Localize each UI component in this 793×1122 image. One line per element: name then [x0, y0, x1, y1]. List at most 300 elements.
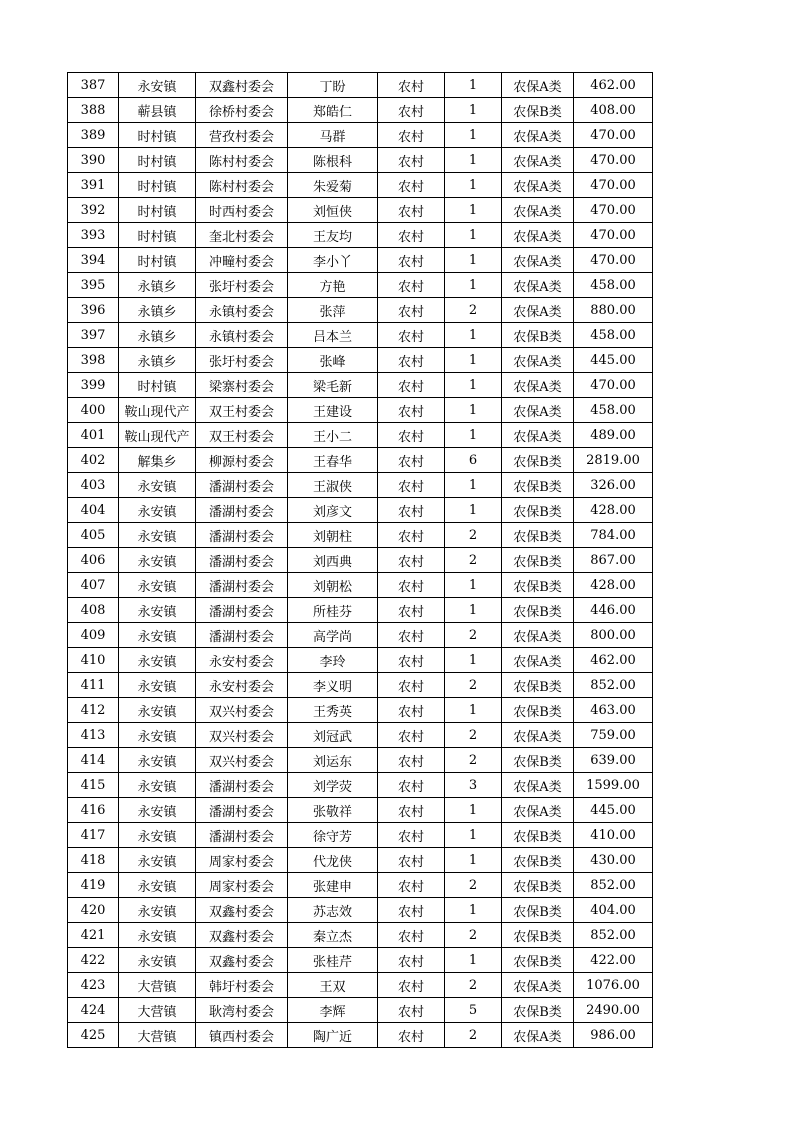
- member-count-cell: 2: [445, 748, 502, 773]
- person-name-cell: 陶广近: [288, 1023, 378, 1048]
- town-cell: 永安镇: [119, 798, 196, 823]
- person-name-cell: 李辉: [288, 998, 378, 1023]
- amount-cell: 2490.00: [574, 998, 653, 1023]
- amount-cell: 639.00: [574, 748, 653, 773]
- town-cell: 永安镇: [119, 573, 196, 598]
- table-row: [68, 123, 653, 148]
- amount-cell: 470.00: [574, 148, 653, 173]
- amount-cell: 428.00: [574, 498, 653, 523]
- amount-cell: 462.00: [574, 648, 653, 673]
- member-count-cell: 1: [445, 173, 502, 198]
- person-name-cell: 刘冠武: [288, 723, 378, 748]
- table-row: [68, 823, 653, 848]
- insurance-category-cell: 农保B类: [502, 523, 574, 548]
- town-cell: 永安镇: [119, 723, 196, 748]
- member-count-cell: 1: [445, 348, 502, 373]
- record-number-cell: 392: [68, 198, 119, 223]
- table-row: [68, 773, 653, 798]
- village-committee-cell: 陈村村委会: [196, 148, 288, 173]
- member-count-cell: 2: [445, 1023, 502, 1048]
- household-type-cell: 农村: [378, 298, 445, 323]
- member-count-cell: 2: [445, 973, 502, 998]
- household-type-cell: 农村: [378, 173, 445, 198]
- record-number-cell: 397: [68, 323, 119, 348]
- member-count-cell: 1: [445, 423, 502, 448]
- amount-cell: 458.00: [574, 398, 653, 423]
- person-name-cell: 王春华: [288, 448, 378, 473]
- person-name-cell: 王小二: [288, 423, 378, 448]
- record-number-cell: 421: [68, 923, 119, 948]
- table-row: [68, 323, 653, 348]
- person-name-cell: 王秀英: [288, 698, 378, 723]
- insurance-category-cell: 农保B类: [502, 598, 574, 623]
- record-number-cell: 413: [68, 723, 119, 748]
- household-type-cell: 农村: [378, 773, 445, 798]
- person-name-cell: 刘朝柱: [288, 523, 378, 548]
- insurance-category-cell: 农保B类: [502, 823, 574, 848]
- household-type-cell: 农村: [378, 573, 445, 598]
- person-name-cell: 王淑侠: [288, 473, 378, 498]
- household-type-cell: 农村: [378, 248, 445, 273]
- record-number-cell: 387: [68, 73, 119, 98]
- insurance-category-cell: 农保A类: [502, 273, 574, 298]
- record-number-cell: 396: [68, 298, 119, 323]
- record-number-cell: 389: [68, 123, 119, 148]
- member-count-cell: 1: [445, 698, 502, 723]
- amount-cell: 326.00: [574, 473, 653, 498]
- insurance-category-cell: 农保A类: [502, 973, 574, 998]
- town-cell: 永安镇: [119, 648, 196, 673]
- household-type-cell: 农村: [378, 123, 445, 148]
- insurance-category-cell: 农保A类: [502, 423, 574, 448]
- person-name-cell: 朱爱菊: [288, 173, 378, 198]
- member-count-cell: 2: [445, 298, 502, 323]
- table-row: [68, 698, 653, 723]
- village-committee-cell: 奎北村委会: [196, 223, 288, 248]
- member-count-cell: 2: [445, 623, 502, 648]
- village-committee-cell: 潘湖村委会: [196, 473, 288, 498]
- insurance-category-cell: 农保A类: [502, 398, 574, 423]
- person-name-cell: 高学尚: [288, 623, 378, 648]
- person-name-cell: 刘朝松: [288, 573, 378, 598]
- town-cell: 永安镇: [119, 898, 196, 923]
- town-cell: 永安镇: [119, 923, 196, 948]
- household-type-cell: 农村: [378, 798, 445, 823]
- person-name-cell: 张敬祥: [288, 798, 378, 823]
- person-name-cell: 王双: [288, 973, 378, 998]
- village-committee-cell: 潘湖村委会: [196, 823, 288, 848]
- village-committee-cell: 潘湖村委会: [196, 773, 288, 798]
- town-cell: 永安镇: [119, 948, 196, 973]
- record-number-cell: 414: [68, 748, 119, 773]
- insurance-category-cell: 农保A类: [502, 173, 574, 198]
- amount-cell: 1599.00: [574, 773, 653, 798]
- table-row: [68, 548, 653, 573]
- town-cell: 永安镇: [119, 673, 196, 698]
- village-committee-cell: 潘湖村委会: [196, 548, 288, 573]
- household-type-cell: 农村: [378, 523, 445, 548]
- table-row: [68, 573, 653, 598]
- record-number-cell: 408: [68, 598, 119, 623]
- record-number-cell: 391: [68, 173, 119, 198]
- person-name-cell: 王友均: [288, 223, 378, 248]
- insurance-category-cell: 农保A类: [502, 248, 574, 273]
- town-cell: 永安镇: [119, 848, 196, 873]
- household-type-cell: 农村: [378, 923, 445, 948]
- table-row: [68, 598, 653, 623]
- person-name-cell: 王建设: [288, 398, 378, 423]
- record-number-cell: 424: [68, 998, 119, 1023]
- village-committee-cell: 双鑫村委会: [196, 73, 288, 98]
- insurance-category-cell: 农保B类: [502, 923, 574, 948]
- person-name-cell: 梁毛新: [288, 373, 378, 398]
- insurance-category-cell: 农保A类: [502, 723, 574, 748]
- table-row: [68, 923, 653, 948]
- town-cell: 永安镇: [119, 773, 196, 798]
- table-row: [68, 623, 653, 648]
- town-cell: 永安镇: [119, 473, 196, 498]
- record-number-cell: 422: [68, 948, 119, 973]
- table-row: [68, 173, 653, 198]
- member-count-cell: 1: [445, 473, 502, 498]
- person-name-cell: 代龙侠: [288, 848, 378, 873]
- insurance-category-cell: 农保A类: [502, 223, 574, 248]
- town-cell: 时村镇: [119, 123, 196, 148]
- amount-cell: 470.00: [574, 198, 653, 223]
- town-cell: 大营镇: [119, 973, 196, 998]
- table-row: [68, 423, 653, 448]
- table-row: [68, 998, 653, 1023]
- insurance-category-cell: 农保B类: [502, 698, 574, 723]
- table-row: [68, 248, 653, 273]
- town-cell: 永镇乡: [119, 298, 196, 323]
- village-committee-cell: 陈村村委会: [196, 173, 288, 198]
- person-name-cell: 刘彦文: [288, 498, 378, 523]
- village-committee-cell: 潘湖村委会: [196, 498, 288, 523]
- record-number-cell: 416: [68, 798, 119, 823]
- insurance-category-cell: 农保A类: [502, 623, 574, 648]
- village-committee-cell: 张圩村委会: [196, 348, 288, 373]
- table-row: [68, 848, 653, 873]
- person-name-cell: 吕本兰: [288, 323, 378, 348]
- amount-cell: 470.00: [574, 373, 653, 398]
- household-type-cell: 农村: [378, 98, 445, 123]
- person-name-cell: 苏志效: [288, 898, 378, 923]
- village-committee-cell: 双鑫村委会: [196, 923, 288, 948]
- household-type-cell: 农村: [378, 448, 445, 473]
- household-type-cell: 农村: [378, 423, 445, 448]
- amount-cell: 410.00: [574, 823, 653, 848]
- village-committee-cell: 潘湖村委会: [196, 798, 288, 823]
- records-table: [67, 72, 653, 1048]
- insurance-category-cell: 农保B类: [502, 873, 574, 898]
- member-count-cell: 2: [445, 923, 502, 948]
- person-name-cell: 张萍: [288, 298, 378, 323]
- household-type-cell: 农村: [378, 973, 445, 998]
- village-committee-cell: 双兴村委会: [196, 723, 288, 748]
- member-count-cell: 3: [445, 773, 502, 798]
- village-committee-cell: 梁寨村委会: [196, 373, 288, 398]
- record-number-cell: 403: [68, 473, 119, 498]
- member-count-cell: 1: [445, 273, 502, 298]
- member-count-cell: 1: [445, 573, 502, 598]
- record-number-cell: 388: [68, 98, 119, 123]
- household-type-cell: 农村: [378, 73, 445, 98]
- table-row: [68, 223, 653, 248]
- amount-cell: 430.00: [574, 848, 653, 873]
- insurance-category-cell: 农保B类: [502, 748, 574, 773]
- member-count-cell: 1: [445, 223, 502, 248]
- town-cell: 永镇乡: [119, 323, 196, 348]
- household-type-cell: 农村: [378, 498, 445, 523]
- amount-cell: 463.00: [574, 698, 653, 723]
- person-name-cell: 马群: [288, 123, 378, 148]
- amount-cell: 759.00: [574, 723, 653, 748]
- amount-cell: 404.00: [574, 898, 653, 923]
- record-number-cell: 407: [68, 573, 119, 598]
- town-cell: 鞍山现代产: [119, 398, 196, 423]
- record-number-cell: 412: [68, 698, 119, 723]
- amount-cell: 462.00: [574, 73, 653, 98]
- household-type-cell: 农村: [378, 473, 445, 498]
- village-committee-cell: 永镇村委会: [196, 298, 288, 323]
- person-name-cell: 刘恒侠: [288, 198, 378, 223]
- village-committee-cell: 双兴村委会: [196, 748, 288, 773]
- amount-cell: 470.00: [574, 173, 653, 198]
- household-type-cell: 农村: [378, 998, 445, 1023]
- insurance-category-cell: 农保B类: [502, 673, 574, 698]
- village-committee-cell: 徐桥村委会: [196, 98, 288, 123]
- record-number-cell: 399: [68, 373, 119, 398]
- insurance-category-cell: 农保A类: [502, 73, 574, 98]
- record-number-cell: 425: [68, 1023, 119, 1048]
- table-row: [68, 148, 653, 173]
- record-number-cell: 395: [68, 273, 119, 298]
- record-number-cell: 409: [68, 623, 119, 648]
- town-cell: 永安镇: [119, 823, 196, 848]
- table-row: [68, 473, 653, 498]
- village-committee-cell: 潘湖村委会: [196, 623, 288, 648]
- table-row: [68, 948, 653, 973]
- table-row: [68, 273, 653, 298]
- household-type-cell: 农村: [378, 598, 445, 623]
- record-number-cell: 400: [68, 398, 119, 423]
- insurance-category-cell: 农保B类: [502, 498, 574, 523]
- person-name-cell: 刘学荧: [288, 773, 378, 798]
- member-count-cell: 1: [445, 848, 502, 873]
- insurance-category-cell: 农保A类: [502, 298, 574, 323]
- amount-cell: 445.00: [574, 798, 653, 823]
- record-number-cell: 417: [68, 823, 119, 848]
- member-count-cell: 2: [445, 873, 502, 898]
- household-type-cell: 农村: [378, 623, 445, 648]
- village-committee-cell: 永安村委会: [196, 648, 288, 673]
- town-cell: 永安镇: [119, 748, 196, 773]
- table-row: [68, 973, 653, 998]
- member-count-cell: 1: [445, 148, 502, 173]
- member-count-cell: 1: [445, 323, 502, 348]
- member-count-cell: 1: [445, 373, 502, 398]
- table-row: [68, 373, 653, 398]
- table-row: [68, 873, 653, 898]
- village-committee-cell: 韩圩村委会: [196, 973, 288, 998]
- person-name-cell: 丁盼: [288, 73, 378, 98]
- person-name-cell: 陈根科: [288, 148, 378, 173]
- member-count-cell: 1: [445, 798, 502, 823]
- table-row: [68, 198, 653, 223]
- amount-cell: 458.00: [574, 273, 653, 298]
- amount-cell: 470.00: [574, 123, 653, 148]
- household-type-cell: 农村: [378, 373, 445, 398]
- record-number-cell: 390: [68, 148, 119, 173]
- amount-cell: 986.00: [574, 1023, 653, 1048]
- member-count-cell: 1: [445, 948, 502, 973]
- town-cell: 永镇乡: [119, 348, 196, 373]
- amount-cell: 428.00: [574, 573, 653, 598]
- town-cell: 永安镇: [119, 548, 196, 573]
- person-name-cell: 所桂芬: [288, 598, 378, 623]
- table-row: [68, 498, 653, 523]
- household-type-cell: 农村: [378, 723, 445, 748]
- member-count-cell: 6: [445, 448, 502, 473]
- insurance-category-cell: 农保B类: [502, 323, 574, 348]
- table-row: [68, 398, 653, 423]
- village-committee-cell: 营孜村委会: [196, 123, 288, 148]
- record-number-cell: 410: [68, 648, 119, 673]
- record-number-cell: 420: [68, 898, 119, 923]
- table-row: [68, 73, 653, 98]
- member-count-cell: 1: [445, 398, 502, 423]
- village-committee-cell: 时西村委会: [196, 198, 288, 223]
- member-count-cell: 2: [445, 523, 502, 548]
- town-cell: 永安镇: [119, 698, 196, 723]
- insurance-category-cell: 农保B类: [502, 98, 574, 123]
- insurance-category-cell: 农保A类: [502, 148, 574, 173]
- town-cell: 永安镇: [119, 598, 196, 623]
- village-committee-cell: 潘湖村委会: [196, 523, 288, 548]
- member-count-cell: 1: [445, 73, 502, 98]
- record-number-cell: 415: [68, 773, 119, 798]
- town-cell: 大营镇: [119, 998, 196, 1023]
- person-name-cell: 秦立杰: [288, 923, 378, 948]
- amount-cell: 2819.00: [574, 448, 653, 473]
- record-number-cell: 404: [68, 498, 119, 523]
- household-type-cell: 农村: [378, 648, 445, 673]
- table-row: [68, 348, 653, 373]
- table-row: [68, 98, 653, 123]
- person-name-cell: 张建申: [288, 873, 378, 898]
- village-committee-cell: 柳源村委会: [196, 448, 288, 473]
- record-number-cell: 402: [68, 448, 119, 473]
- member-count-cell: 1: [445, 98, 502, 123]
- member-count-cell: 2: [445, 548, 502, 573]
- village-committee-cell: 永镇村委会: [196, 323, 288, 348]
- amount-cell: 470.00: [574, 248, 653, 273]
- person-name-cell: 张峰: [288, 348, 378, 373]
- town-cell: 时村镇: [119, 223, 196, 248]
- table-row: [68, 898, 653, 923]
- household-type-cell: 农村: [378, 348, 445, 373]
- town-cell: 时村镇: [119, 198, 196, 223]
- member-count-cell: 2: [445, 723, 502, 748]
- amount-cell: 880.00: [574, 298, 653, 323]
- record-number-cell: 423: [68, 973, 119, 998]
- amount-cell: 422.00: [574, 948, 653, 973]
- person-name-cell: 徐守芳: [288, 823, 378, 848]
- household-type-cell: 农村: [378, 948, 445, 973]
- amount-cell: 784.00: [574, 523, 653, 548]
- table-row: [68, 448, 653, 473]
- village-committee-cell: 双鑫村委会: [196, 898, 288, 923]
- amount-cell: 852.00: [574, 673, 653, 698]
- member-count-cell: 1: [445, 198, 502, 223]
- record-number-cell: 398: [68, 348, 119, 373]
- town-cell: 永安镇: [119, 523, 196, 548]
- amount-cell: 852.00: [574, 873, 653, 898]
- record-number-cell: 394: [68, 248, 119, 273]
- village-committee-cell: 双兴村委会: [196, 698, 288, 723]
- record-number-cell: 406: [68, 548, 119, 573]
- insurance-category-cell: 农保B类: [502, 948, 574, 973]
- village-committee-cell: 张圩村委会: [196, 273, 288, 298]
- member-count-cell: 1: [445, 898, 502, 923]
- town-cell: 永安镇: [119, 498, 196, 523]
- table-row: [68, 798, 653, 823]
- household-type-cell: 农村: [378, 673, 445, 698]
- town-cell: 时村镇: [119, 173, 196, 198]
- person-name-cell: 李小丫: [288, 248, 378, 273]
- person-name-cell: 李玲: [288, 648, 378, 673]
- amount-cell: 1076.00: [574, 973, 653, 998]
- village-committee-cell: 耿湾村委会: [196, 998, 288, 1023]
- table-row: [68, 523, 653, 548]
- town-cell: 鞍山现代产: [119, 423, 196, 448]
- town-cell: 大营镇: [119, 1023, 196, 1048]
- amount-cell: 408.00: [574, 98, 653, 123]
- household-type-cell: 农村: [378, 848, 445, 873]
- village-committee-cell: 潘湖村委会: [196, 598, 288, 623]
- insurance-category-cell: 农保A类: [502, 1023, 574, 1048]
- insurance-category-cell: 农保A类: [502, 773, 574, 798]
- village-committee-cell: 双王村委会: [196, 423, 288, 448]
- town-cell: 永安镇: [119, 873, 196, 898]
- household-type-cell: 农村: [378, 698, 445, 723]
- person-name-cell: 张桂芹: [288, 948, 378, 973]
- record-number-cell: 411: [68, 673, 119, 698]
- household-type-cell: 农村: [378, 198, 445, 223]
- insurance-category-cell: 农保B类: [502, 898, 574, 923]
- record-number-cell: 418: [68, 848, 119, 873]
- table-row: [68, 748, 653, 773]
- member-count-cell: 1: [445, 248, 502, 273]
- insurance-category-cell: 农保A类: [502, 373, 574, 398]
- insurance-category-cell: 农保A类: [502, 348, 574, 373]
- village-committee-cell: 周家村委会: [196, 848, 288, 873]
- person-name-cell: 李义明: [288, 673, 378, 698]
- amount-cell: 470.00: [574, 223, 653, 248]
- village-committee-cell: 双鑫村委会: [196, 948, 288, 973]
- household-type-cell: 农村: [378, 273, 445, 298]
- town-cell: 时村镇: [119, 373, 196, 398]
- table-row: [68, 1023, 653, 1048]
- record-number-cell: 419: [68, 873, 119, 898]
- household-type-cell: 农村: [378, 823, 445, 848]
- person-name-cell: 刘运东: [288, 748, 378, 773]
- member-count-cell: 5: [445, 998, 502, 1023]
- amount-cell: 446.00: [574, 598, 653, 623]
- insurance-category-cell: 农保A类: [502, 123, 574, 148]
- household-type-cell: 农村: [378, 398, 445, 423]
